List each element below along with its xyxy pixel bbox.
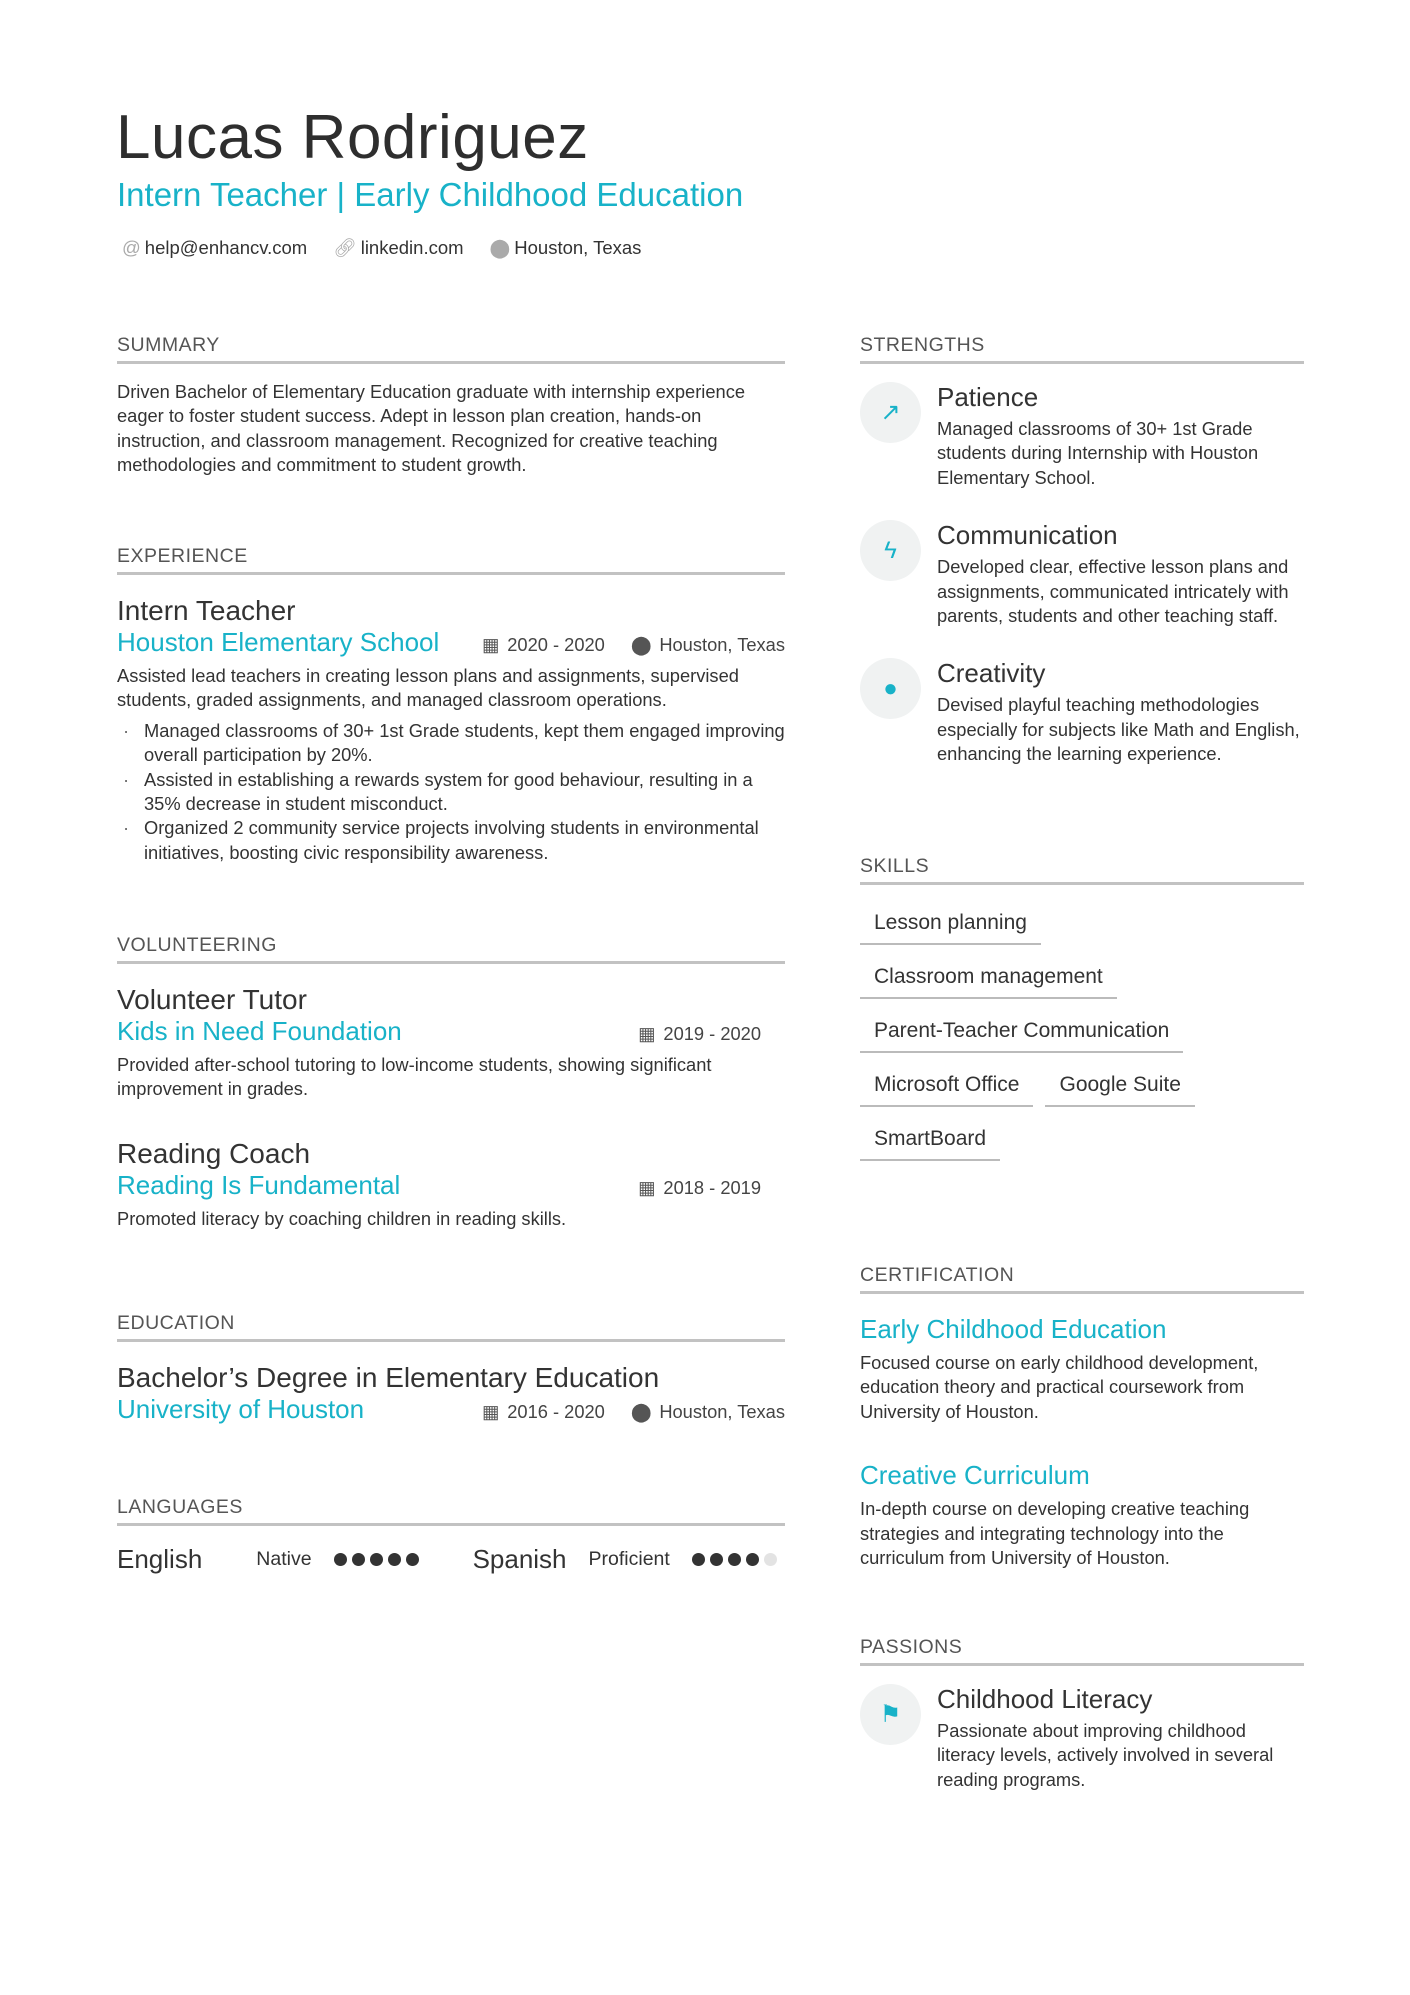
rating-dot xyxy=(764,1553,777,1566)
contact-linkedin[interactable]: 🔗︎ linkedin.com xyxy=(333,237,464,258)
calendar-icon: ▦ xyxy=(481,1401,500,1422)
job-description: Assisted lead teachers in creating lesson plans and assignments, supervised students, graded assignments, and managed classroom operations. xyxy=(117,665,739,711)
strength-item: ϟ Communication Developed clear, effective lesson plans and assignments, communicated intricately with parents, students and other teaching staff. xyxy=(860,520,1304,628)
languages-section xyxy=(117,1496,785,1575)
section-heading: SKILLS xyxy=(860,855,1304,885)
skills-section xyxy=(860,855,1304,1161)
volunteer-org: Kids in Need Foundation xyxy=(117,1016,402,1046)
at-icon: @ xyxy=(122,237,141,258)
cert-title: Creative Curriculum xyxy=(860,1460,1090,1491)
section-heading: CERTIFICATION xyxy=(860,1264,1304,1294)
degree: Bachelor’s Degree in Elementary Education xyxy=(117,1362,660,1393)
section-heading: STRENGTHS xyxy=(860,334,1304,364)
rating-dot xyxy=(746,1553,759,1566)
cert-title: Early Childhood Education xyxy=(860,1314,1167,1344)
school: University of Houston xyxy=(117,1394,365,1424)
rating-dot xyxy=(710,1553,723,1566)
language-name: Spanish xyxy=(472,1544,567,1574)
language-level: Proficient xyxy=(588,1548,670,1570)
rating-dot xyxy=(692,1553,705,1566)
skill-tag: Parent-Teacher Communication xyxy=(860,1013,1183,1053)
job-company: Houston Elementary School xyxy=(117,627,440,657)
contact-email[interactable]: @ help@enhancv.com xyxy=(122,237,308,258)
bolt-icon: ϟ xyxy=(860,520,921,581)
skill-tag: Google Suite xyxy=(1045,1067,1194,1107)
volunteering-section xyxy=(117,934,785,1231)
section-heading: SUMMARY xyxy=(117,334,785,364)
skill-tag: Classroom management xyxy=(860,959,1117,999)
cert-desc: In-depth course on developing creative teaching strategies and integrating technology into the curriculum from University of Houston. xyxy=(860,1498,1250,1569)
job-dates: ▦ 2020 - 2020 xyxy=(481,634,605,655)
volunteer-dates: ▦ 2018 - 2019 xyxy=(638,1176,761,1198)
education-dates: ▦ 2016 - 2020 xyxy=(481,1401,605,1422)
volunteer-dates: ▦ 2019 - 2020 xyxy=(638,1023,761,1044)
rating-dot xyxy=(334,1553,347,1566)
flag-icon: ⚑ xyxy=(860,1684,921,1745)
job-bullets xyxy=(117,719,785,865)
volunteer-role: Volunteer Tutor xyxy=(117,984,307,1015)
contact-list xyxy=(122,237,641,259)
job-role: Intern Teacher xyxy=(117,595,296,626)
section-heading: EDUCATION xyxy=(117,1312,785,1342)
skill-tag: Microsoft Office xyxy=(860,1067,1033,1107)
bullet: · Managed classrooms of 30+ 1st Grade students, kept them engaged improving overall participation by 20%. xyxy=(117,719,785,768)
contact-location: ⬤ Houston, Texas xyxy=(489,237,642,258)
passion-item: ⚑ Childhood Literacy Passionate about improving childhood literacy levels, actively involved in several reading programs. xyxy=(860,1684,1304,1792)
strategy-icon: ↗ xyxy=(860,382,921,443)
summary-text: Driven Bachelor of Elementary Education graduate with internship experience eager to foster student success. Adept in lesson plan creation, hands-on instruction, and classroom management. Recognized for creative teaching methodologies and commitment to student growth. xyxy=(117,381,746,476)
experience-section xyxy=(117,545,785,865)
section-heading: PASSIONS xyxy=(860,1636,1304,1666)
rating-dot xyxy=(370,1553,383,1566)
candidate-name: Lucas Rodriguez xyxy=(116,103,589,172)
volunteer-description: Promoted literacy by coaching children in reading skills. xyxy=(117,1207,567,1229)
rating-dot xyxy=(352,1553,365,1566)
skill-tag: SmartBoard xyxy=(860,1121,1000,1161)
location-icon: ⬤ xyxy=(489,237,511,258)
calendar-icon: ▦ xyxy=(638,1176,656,1198)
section-heading: LANGUAGES xyxy=(117,1496,785,1526)
section-heading: VOLUNTEERING xyxy=(117,934,785,964)
rating-dot xyxy=(388,1553,401,1566)
volunteer-role: Reading Coach xyxy=(117,1137,311,1169)
location-icon: ⬤ xyxy=(630,634,652,655)
volunteer-description: Provided after-school tutoring to low-income students, showing significant improvement in grades. xyxy=(117,1054,712,1100)
calendar-icon: ▦ xyxy=(638,1023,656,1044)
certification-section xyxy=(860,1264,1304,1570)
strength-item: ↗ Patience Managed classrooms of 30+ 1st Grade students during Internship with Houston Elementary School. xyxy=(860,382,1304,490)
job-location: ⬤ Houston, Texas xyxy=(630,634,785,655)
strength-item: ● Creativity Devised playful teaching methodologies especially for subjects like Math and English, enhancing the learning experience. xyxy=(860,658,1304,766)
language-rating xyxy=(692,1553,777,1566)
bullet: · Organized 2 community service projects involving students in environmental initiatives, boosting civic responsibility awareness. xyxy=(117,816,785,865)
rating-dot xyxy=(728,1553,741,1566)
language-name: English xyxy=(117,1544,203,1574)
skill-tag: Lesson planning xyxy=(860,905,1041,945)
language-level: Native xyxy=(256,1548,312,1570)
volunteer-org: Reading Is Fundamental xyxy=(117,1169,401,1200)
summary-section xyxy=(117,334,785,478)
section-heading: EXPERIENCE xyxy=(117,545,785,575)
location-icon: ⬤ xyxy=(630,1401,652,1422)
link-icon: 🔗︎ xyxy=(333,237,357,258)
passions-section xyxy=(860,1636,1304,1792)
calendar-icon: ▦ xyxy=(481,634,500,655)
strengths-section xyxy=(860,334,1304,767)
head-icon: ● xyxy=(860,658,921,719)
candidate-title: Intern Teacher | Early Childhood Education xyxy=(117,176,744,213)
bullet: · Assisted in establishing a rewards system for good behaviour, resulting in a 35% decrease in student misconduct. xyxy=(117,768,785,817)
language-rating xyxy=(334,1553,419,1566)
education-location: ⬤ Houston, Texas xyxy=(630,1401,785,1422)
cert-desc: Focused course on early childhood development, education theory and practical coursework from University of Houston. xyxy=(860,1352,1259,1422)
education-section xyxy=(117,1312,785,1425)
rating-dot xyxy=(406,1553,419,1566)
